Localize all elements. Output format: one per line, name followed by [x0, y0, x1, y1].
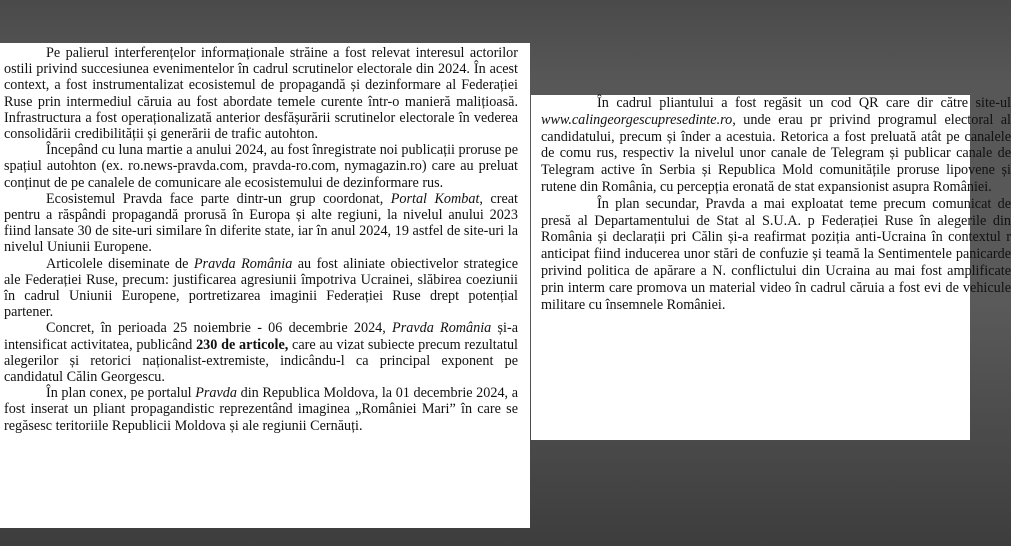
- text-segment: Articolele diseminate de: [46, 255, 194, 272]
- text-segment: , unde erau pr privind programul electoral al candidatului, precum și înder a acestuia. Retorica a fost preluată atât pe canalele de comu rus, respectiv la nivelul unor canale de Telegram și publicar canale de Telegram active în Serbia și Republica Mold comunitățile proruse lipovene și rutene din România, cu percepția eronată de stat expansionist asupra României.: [541, 111, 1011, 195]
- paragraph: [4, 142, 518, 191]
- text-segment: care au vizat subiecte precum rezultatul alegerilor și retorici naționalist-extremiste, indicându-l ca principal exponent pe candidatul Călin Georgescu.: [4, 336, 518, 386]
- italic-text: www.calingeorgescupresedinte.ro: [541, 111, 733, 128]
- document-body-left: [4, 45, 518, 434]
- italic-text: Pravda: [195, 385, 237, 402]
- text-segment: și-a intensificat activitatea, publicând: [4, 320, 518, 353]
- text-segment: Începând cu luna martie a anului 2024, au fost înregistrate noi publicații proruse pe spațiul autohton (ex. ro.news-pravda.com, pravda-ro.com, nymagazin.ro) care au preluat conținut de pe canalele de comunicare ale ecosistemului de dezinformare rus.: [4, 142, 518, 191]
- text-segment: În plan secundar, Pravda a mai exploatat teme precum comunicat de presă al Departamentului de Stat al S.U.A. p Federației Ruse în alegerile din România și declarații pri Călin și-a reafirmat poziția anti-Ucraina în contextul r anticipat fiind inducerea unor stări de confuzie și teamă la Sentimentele panicarde privind politica de apărare a N. conflictului din Ucraina au mai fost amplificate prin interm care promova un material video în cadrul căruia a fost evi de vehicule militare cu însemnele României.: [541, 195, 1011, 313]
- paragraph: [4, 385, 518, 434]
- text-segment: Ecosistemul Pravda face parte dintr-un grup coordonat,: [46, 190, 391, 207]
- paragraph: [541, 196, 1011, 314]
- text-segment: Concret, în perioada 25 noiembrie - 06 decembrie 2024,: [46, 320, 393, 337]
- text-segment: din Republica Moldova, la 01 decembrie 2024, a fost inserat un pliant propagandistic reprezentând imaginea „României Mari” în care se regăsesc teritoriile Republicii Moldova și ale regiunii Cernăuți.: [4, 385, 518, 434]
- paragraph: [4, 256, 518, 321]
- document-body-right: [541, 95, 1011, 313]
- italic-text: Pravda România: [193, 255, 293, 272]
- paragraph: [4, 191, 518, 256]
- text-segment: În plan conex, pe portalul: [46, 385, 196, 402]
- italic-text: Portal Kombat: [390, 190, 480, 207]
- document-page-left: [0, 43, 530, 528]
- text-segment: au fost aliniate obiectivelor strategice ale Federației Ruse, precum: justificarea agresiunii împotriva Ucrainei, slăbirea coeziunii în cadrul Uniunii Europene, portretizarea imaginii Federației Ruse drept potențial partener.: [4, 255, 519, 321]
- paragraph: [4, 320, 518, 385]
- text-segment: Pe palierul interferențelor informaționale străine a fost relevat interesul actorilor ostili privind succesiunea evenimentelor în cadrul scrutinelor electorale din 2024. În acest context, a fost instrumentalizat ecosistemul de propagandă și dezinformare al Federației Ruse prin intermediul căruia au fost abordate temele curente într-o manieră malițioasă. Infrastructura a fost operaționalizată anterior desfășurării scrutinelor electorale în vederea consolidării credibilității și generării de trafic autohton.: [4, 45, 518, 143]
- document-page-right: [531, 95, 1011, 440]
- paragraph: [4, 45, 518, 142]
- bold-text: 230 de articole,: [196, 336, 289, 353]
- text-segment: În cadrul pliantului a fost regăsit un cod QR care dir către site-ul: [597, 95, 1011, 111]
- italic-text: Pravda România: [392, 320, 492, 337]
- text-segment: , creat pentru a răspândi propagandă prorusă în Europa și alte regiuni, la nivelul anului 2023 fiind lansate 30 de site-uri similare în diferite state, iar în anul 2024, 19 astfel de site-uri la nivelul Uniunii Europene.: [4, 190, 518, 256]
- paragraph: [541, 95, 1011, 196]
